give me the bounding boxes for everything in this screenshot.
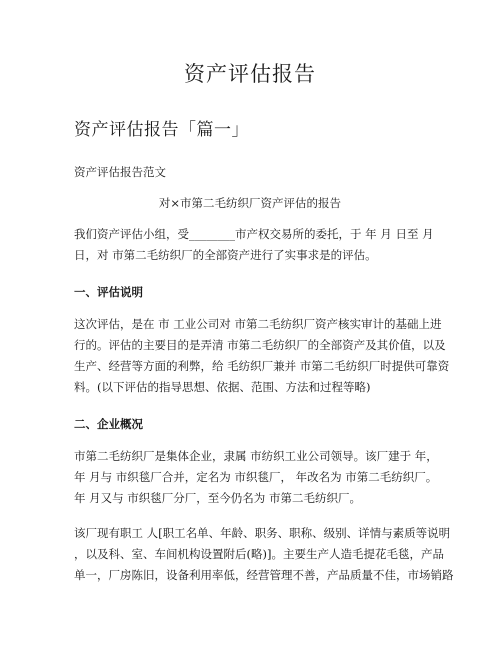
intro-paragraph: [74, 224, 434, 266]
section2-paragraph-2: [74, 523, 454, 586]
intro-line: 日，对 市第二毛纺织厂的全部资产进行了实事求是的评估。: [74, 248, 377, 262]
section2-heading: 二、企业概况: [74, 417, 143, 431]
section1-line: 生产、经营等方面的利弊，给 毛纺织厂兼并 市第二毛纺织厂时提供可靠资: [74, 359, 450, 373]
sample-label: 资产评估报告范文: [74, 165, 166, 179]
section1-line: 行的。评估的主要目的是弄清 市第二毛纺织厂的全部资产及其价值，以及: [74, 338, 446, 352]
intro-line: 我们资产评估小组，受________市产权交易所的委托，于 年 月 日至 月: [74, 227, 434, 241]
section2-line: ，以及科、室、车间机构设置附后(略)]。主要生产人造毛提花毛毯，产品: [74, 547, 444, 561]
section1-line: 料。(以下评估的指导思想、依据、范围、方法和过程等略): [74, 380, 371, 394]
section2-line: 市第二毛纺织厂是集体企业，隶属 市纺织工业公司领导。该厂建于 年，: [74, 449, 438, 463]
section2-line: 年 月与 市织毯厂合并，定名为 市织毯厂， 年改名为 市第二毛纺织厂。: [74, 470, 438, 484]
section2-line: 单一，厂房陈旧，设备利用率低，经营管理不善，产品质量不佳，市场销路: [74, 568, 454, 582]
section1-heading: 一、评估说明: [74, 285, 143, 299]
section-subtitle: 资产评估报告「篇一」: [74, 120, 249, 140]
document-title: 资产评估报告: [184, 62, 316, 86]
section2-line: 年 月又与 市织毯厂分厂，至今仍名为 市第二毛纺织厂。: [74, 491, 361, 505]
section2-line: 该厂现有职工 人[职工名单、年龄、职务、职称、级别、详情与素质等说明: [74, 526, 451, 540]
report-title: 对×市第二毛纺织厂资产评估的报告: [158, 196, 342, 210]
section1-paragraph: [74, 314, 450, 398]
section2-paragraph-1: [74, 446, 438, 509]
section1-line: 这次评估，是在 市 工业公司对 市第二毛纺织厂资产核实审计的基础上进: [74, 317, 442, 331]
